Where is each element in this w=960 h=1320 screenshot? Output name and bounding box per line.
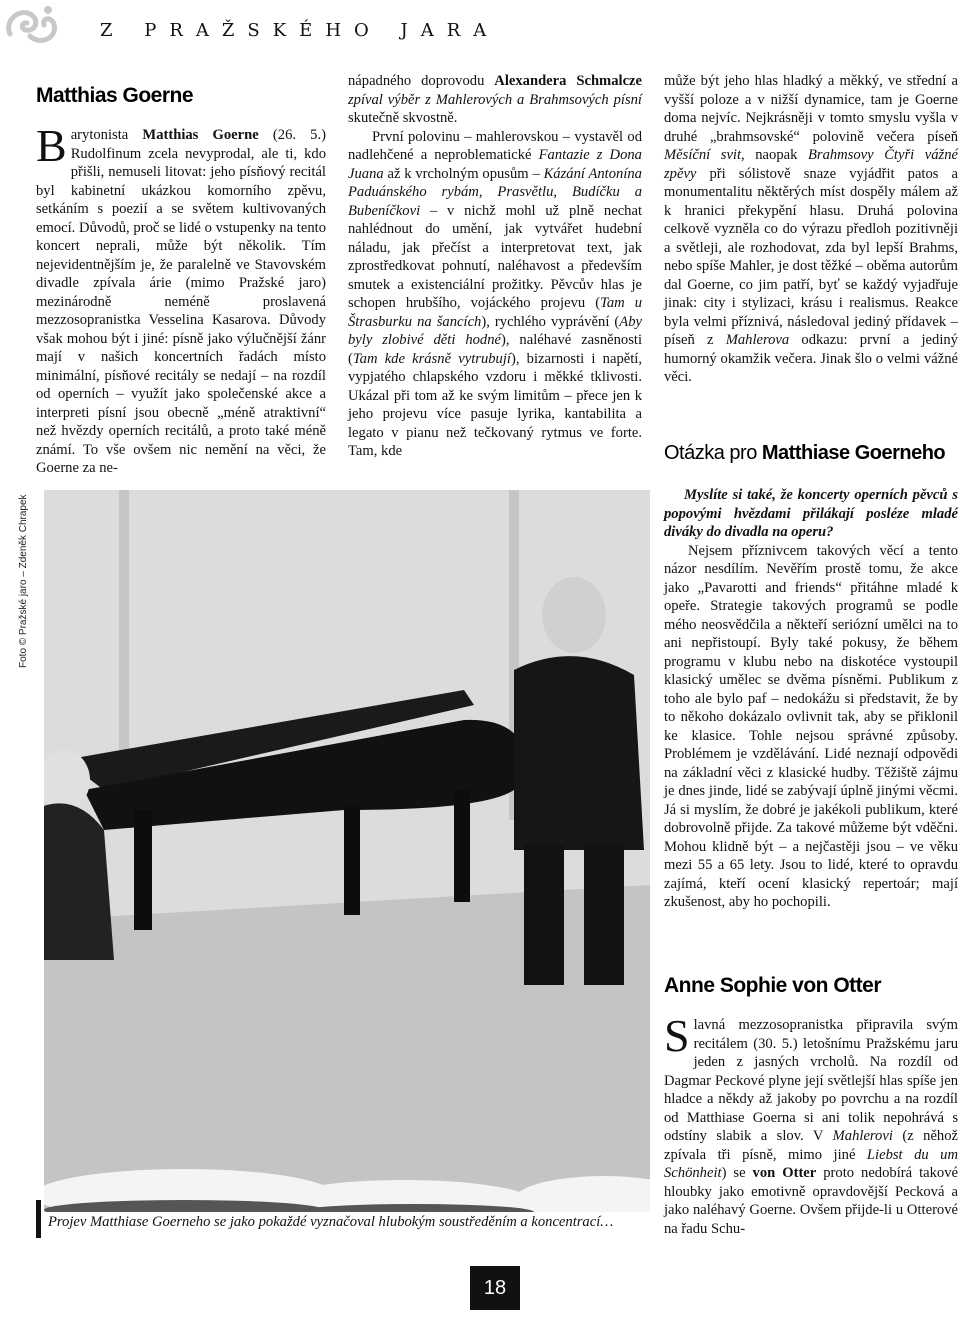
drop-cap-s: S	[664, 1010, 690, 1061]
article-column-3: může být jeho hlas hladký a měkký, ve střední a vyšší poloze a v nižší dynamice, tam je Goerne doma nejvíc. Nejkrásněji v tomto smyslu vyšla v druhé „brahmsovské“ polovině večera píseň Měsíční svit, naopak Brahmsovy Čtyři vážné zpěvy při sólistově snaze vyjádřit patos a monumentalitu něktěrých míst dospěly málem až k hranici překypění hlasu. Druhá polovina celkově vyzněla co do výrazu předloh pozitivněji a světleji, ale rozhodovat, zda byl lepší Brahms, nebo spíše Mahler, je dost těžké – oběma autorům dal Goerne, co jim patří, byť se každý vyjadřuje jinak: city i stylizaci, krásu i realismus. Reakce byla velmi příznivá, následoval jediný přídavek – píseň z Mahlerova odkazu: první a jediný humorný okamžik večera. Jinak šlo o velmi vážné věci.	[664, 73, 958, 385]
magazine-logo-icon	[0, 0, 64, 56]
article-column-otter: Slavná mezzosopranistka připravila svým recitálem (30. 5.) letošnímu Pražskému jaru jeden z jasných vrcholů. Na rozdíl od Dagmar Peckové plyne její světlejší hlas spíše jen hladce a někdy až jakoby po povrchu a na rozdíl od Matthiase Goerna si ani tolik nepohrává s odstíny slabik a slov. V Mahlerovi (z něhož zpívala tři písně, mimo jiné Liebst du um Schönheit) se von Otter proto nedobírá takové hloubky jako emotivně opravdovější Pecková a jako naléhavý Goerne. Ovšem přijde-li u Otterové na řadu Schu-	[664, 1010, 958, 1237]
article-heading-goerne: Matthias Goerne	[36, 84, 194, 107]
article-heading-otter: Anne Sophie von Otter	[664, 974, 882, 997]
interview-question: Myslíte si také, že koncerty operních pěvců s popovými hvězdami přilákají posléze mladé diváky do divadla na operu?	[664, 487, 958, 540]
concert-photo	[44, 490, 650, 1212]
caption-bar	[36, 1200, 41, 1238]
photo-credit: Foto © Pražské jaro – Zdeněk Chrapek	[18, 494, 29, 668]
interview-heading: Otázka pro Matthiase Goerneho	[664, 442, 946, 464]
article-column-2: nápadného doprovodu Alexandera Schmalcze zpíval výběr z Mahlerových a Brahmsových písní skutečně skvostně. První polovinu – mahlerovskou – vystavěl od nadlehčené a neproblematické Fantazie z Dona Juana až k vrcholným opusům – Kázání Antonína Paduánského rybám, Prasvětlu, Budíčku a Bubeníčkovi – v nichž mohl už plně nechat nahlédnout do umění, jak vytvářet hudební náladu, jak přečíst a interpretovat text, jak zprostředkovat pohnutí, naléhavost a především smutek a existenciální prožitky. Pěvcův hlas je schopen hrubšího, vojáckého projevu (Tam u Štrasburku na šancích), rychlého vyprávění (Aby byly zlobivé děti hodné), naléhavé zasněnosti (Tam kde krásně vytrubují), bizarnosti i napětí, vypjatého chlapského vzdoru i měkké tklivosti. Ukázal při tom až ke svým limitům – přece jen k jeho projevu více pasuje lyrika, kantabilita a legato v pianu než tečkovaný rytmus ve forte. Tam, kde	[348, 73, 642, 459]
page-number: 18	[470, 1266, 520, 1310]
drop-cap: B	[36, 120, 67, 171]
photo-caption: Projev Matthiase Goerneho se jako pokaždé vyznačoval hlubokým soustředěním a koncentrací…	[48, 1214, 614, 1230]
interview-answer: Nejsem příznivcem takových věcí a tento názor nesdílím. Nevěřím prostě tomu, že akce jako „Pavarotti and friends“ přitáhne mladé k opeře. Strategie takových programů se podle mého neosvědčila a někteří seriózní umělci na to ani nepřistoupí. Byly také pokusy, že během programu v klubu nebo na diskotéce vystoupil klasický umělec se dvěma písněmi. Publikum z toho ale bylo paf – nedokážu si představit, že by to někoho dokázalo ovlivnit tak, aby se přiklonil ke klasice. Tohle nejsou správné způsoby. Problémem je vzdělávání. Lidé neznají odpovědi na základní věci z klasické hudby. Těžiště zájmu je dnes jinde, lidé se zabývají úplně jinými věcmi. Já si myslím, že dobré je jakékoli publikum, které dobrovolně přijde. Za takové můžeme být vděčni. Mohou klidně být – a nejčastěji jsou – ve věku mezi 55 a 65 lety. Jsou to lidé, které to opravdu zajímá, kteří ocení klasický repertoár; mají zkušenost, aby ho pochopili.	[664, 542, 958, 910]
concert-photo-illustration	[44, 490, 650, 1212]
article-column-1: Barytonista Matthias Goerne (26. 5.) Rudolfinum zcela nevyprodal, ale ti, kdo přišli, nemuseli litovat: jeho písňový recitál byl kabinetní ukázkou komorního zpěvu, setkáním s poezií a se světem kultivovaných emocí. Důvodů, proč se lidé o vstupenky na tento koncert neprali, může být několik. Tím nejevidentnějším je, že paralelně ve Stavovském divadle zpívala árie (mimo Pražské jaro) mezinárodně neméně proslavená mezzosopranistka Vesselina Kasarova. Důvody však mohou být i jiné: písně jako výlučnější žánr mají v našich koncertních řadách místo minimální, písňové recitály se nedají – na rozdíl od operních – využít jako společenské akce a interpreti písní jsou obecně „méně atraktivní“ než hvězdy operních recitálů, a proto také méně známí. To vše ovšem nic nemění na věci, že Goerne za ne-	[36, 120, 326, 476]
interview-column	[664, 486, 958, 912]
section-header: Z PRAŽSKÉHO JARA	[100, 20, 500, 41]
